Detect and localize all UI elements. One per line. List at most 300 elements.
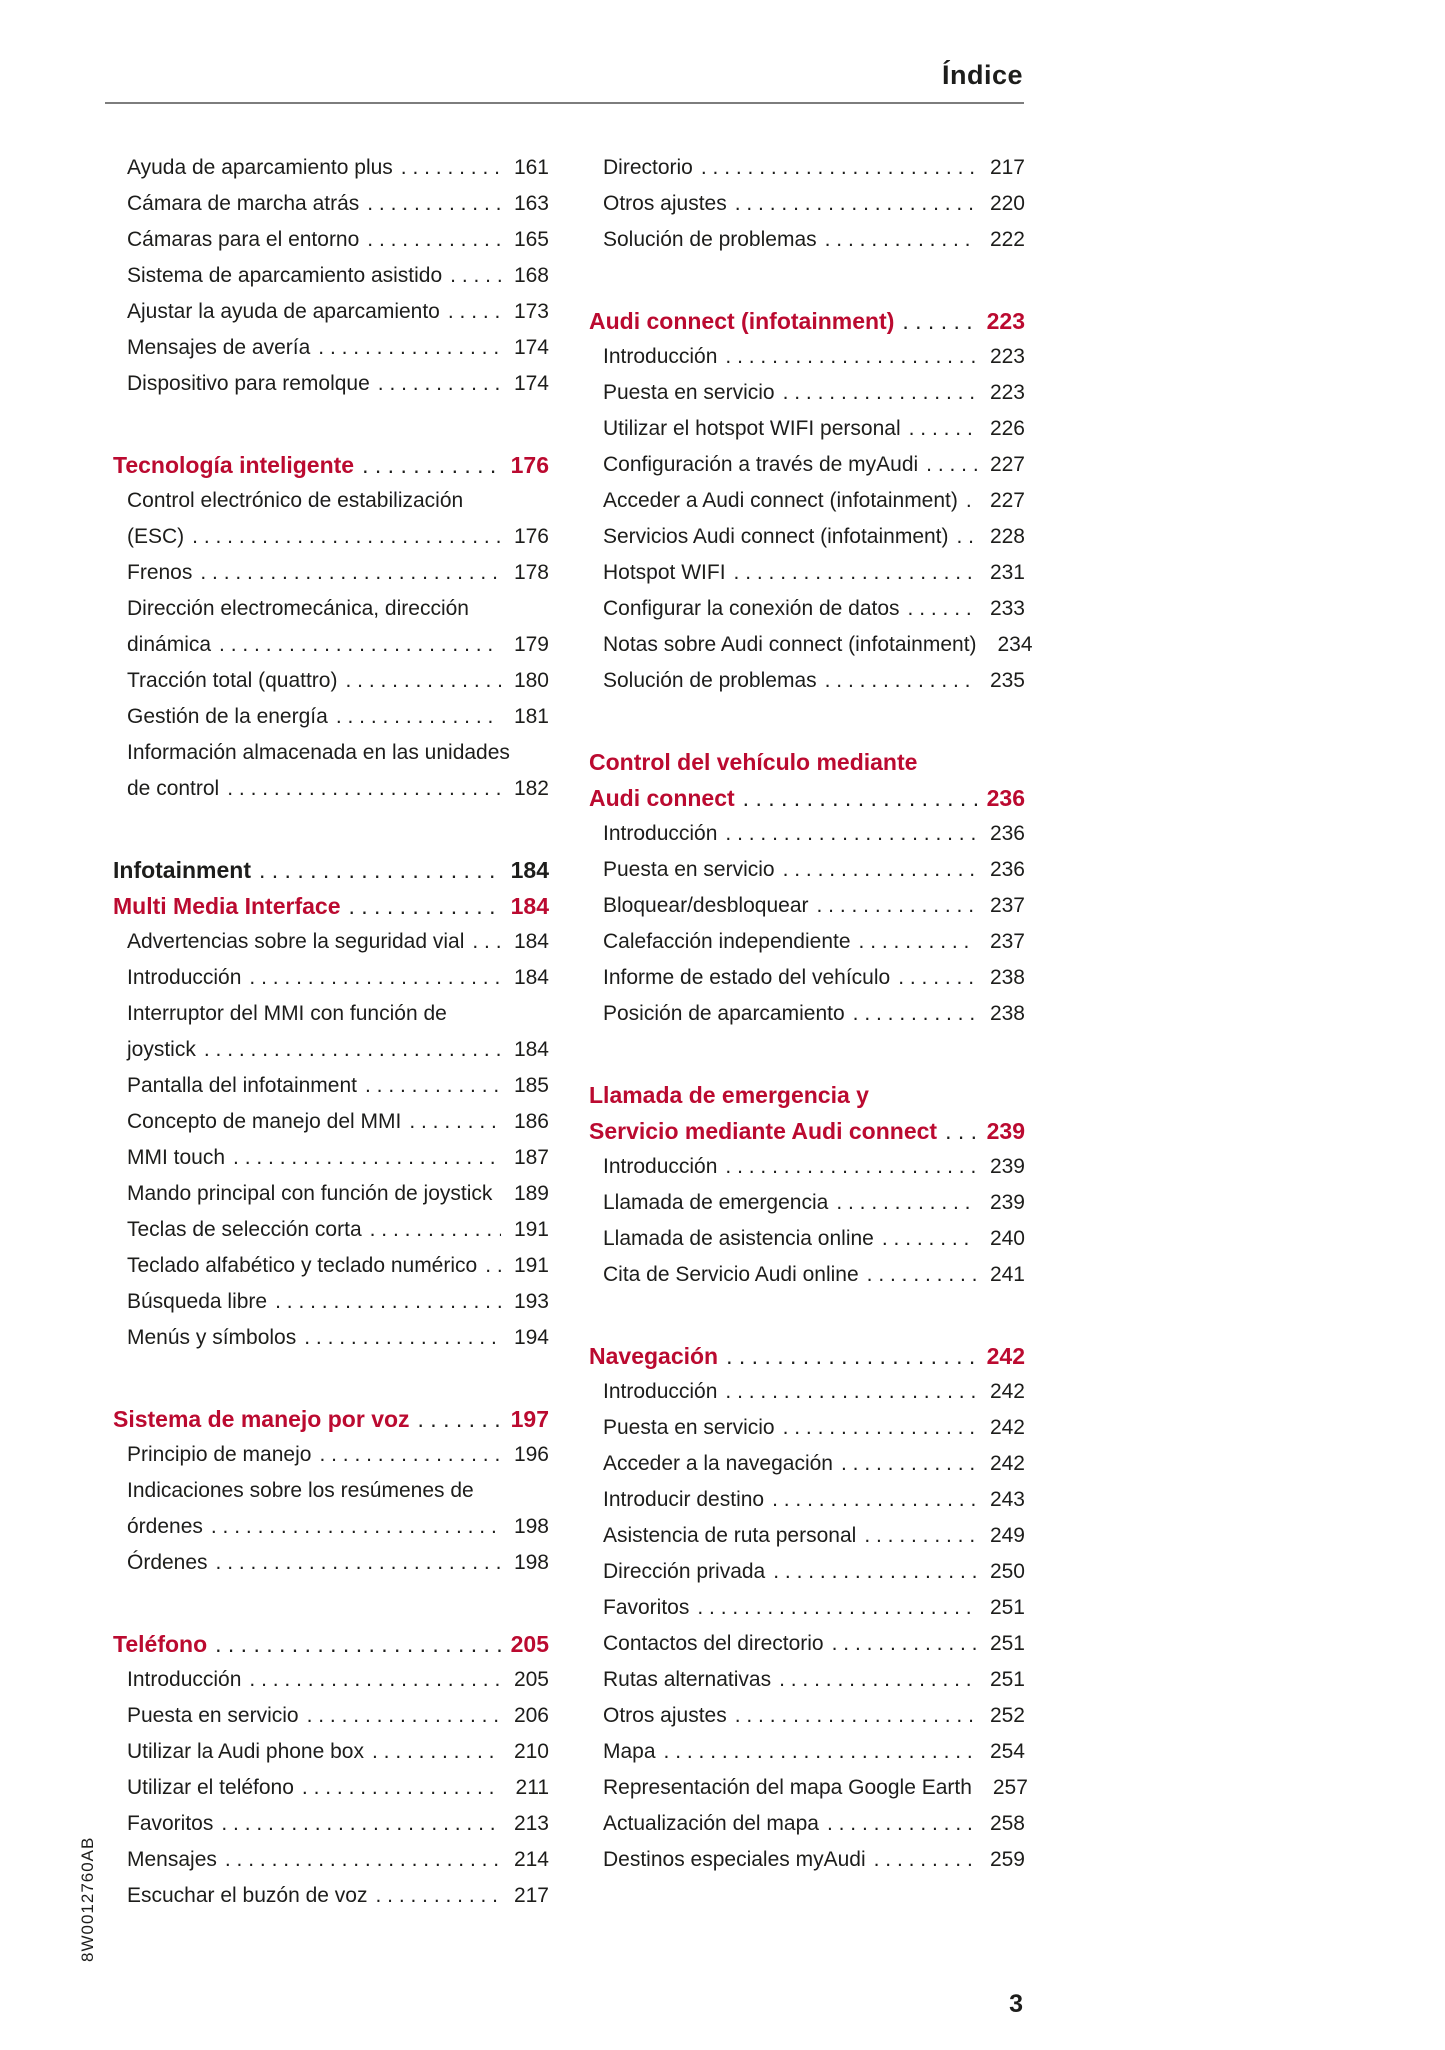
dot-leader [225,1842,501,1878]
toc-section [113,447,549,807]
dot-leader [898,960,977,996]
toc-entry-row [589,1446,1025,1482]
toc-entry-row [589,150,1025,186]
entry-text: Menús y símbolos [127,1326,297,1349]
dot-leader [275,1284,501,1320]
dot-leader [318,330,501,366]
toc-section [113,150,549,402]
toc-section [113,1401,549,1581]
dot-leader [864,1518,977,1554]
dot-leader [370,1212,501,1248]
toc-heading-wrap-line [589,1077,1025,1113]
toc-entry-wrap-line [113,591,549,627]
dot-leader [783,1410,977,1446]
entry-text: Introducción [603,1155,718,1178]
toc-entry-row [589,186,1025,222]
page-ref: 193 [513,1290,549,1313]
dot-leader [836,1185,977,1221]
entry-text: Interruptor del MMI con función de [127,1002,447,1025]
toc-section [589,744,1025,1032]
document-code: 8W0012760AB [78,1836,97,1962]
dot-leader [227,771,501,807]
page-ref: 241 [989,1263,1025,1286]
toc-entry-row [113,1248,549,1284]
toc-entry-row [589,1554,1025,1590]
toc-entry-row [113,330,549,366]
toc-entry-row [113,1842,549,1878]
dot-leader [735,1698,977,1734]
toc-entry-row [113,1509,549,1545]
page-ref: 178 [513,561,549,584]
entry-text: MMI touch [127,1146,226,1169]
toc-column-right [589,150,1033,1878]
entry-text: Introducción [603,822,718,845]
dot-leader [259,852,501,888]
entry-text: Solución de problemas [603,669,817,692]
toc-section [589,1338,1028,1878]
toc-entry-row [589,960,1025,996]
page-ref: 182 [513,777,549,800]
toc-entry-row [589,663,1025,699]
toc-entry-row [113,960,549,996]
dot-leader [726,1338,977,1374]
dot-leader [779,1662,977,1698]
entry-text: Utilizar el hotspot WIFI personal [603,417,901,440]
dot-leader [485,1248,501,1284]
dot-leader [336,699,501,735]
dot-leader [372,1734,501,1770]
toc-entry-row [589,1149,1025,1185]
toc-entry-row [113,258,549,294]
page-ref: 223 [989,381,1025,404]
toc-entry-row [113,1176,549,1212]
entry-text: Utilizar el teléfono [127,1776,294,1799]
dot-leader [783,375,977,411]
toc-entry-row [113,1437,549,1473]
page-ref: 235 [989,669,1025,692]
toc-entry-row [113,1212,549,1248]
entry-text: Control del vehículo mediante [589,749,918,775]
dot-leader [450,258,501,294]
toc-entry-row [113,1806,549,1842]
entry-text: Sistema de aparcamiento asistido [127,264,443,287]
page-ref: 237 [989,894,1025,917]
entry-text: Favoritos [603,1596,690,1619]
toc-entry-row [113,1104,549,1140]
dot-leader [219,627,501,663]
toc-entry-row [113,1320,549,1356]
page-ref: 237 [989,930,1025,953]
page-ref: 163 [513,192,549,215]
page-ref: 252 [989,1704,1025,1727]
dot-leader [882,1221,977,1257]
toc-entry-row [113,699,549,735]
dot-leader [401,150,501,186]
entry-text: Puesta en servicio [127,1704,299,1727]
toc-entry-row [589,1374,1025,1410]
toc-entry-row [113,1734,549,1770]
toc-entry-row [113,1284,549,1320]
dot-leader [825,663,977,699]
page-ref: 242 [986,1343,1025,1369]
page-ref: 217 [513,1884,549,1907]
entry-text: Calefacción independiente [603,930,851,953]
dot-leader [827,1806,977,1842]
dot-leader [743,780,977,816]
page-ref: 184 [513,930,549,953]
dot-leader [926,447,977,483]
header-rule [105,102,1024,104]
dot-leader [367,186,501,222]
entry-text: Concepto de manejo del MMI [127,1110,402,1133]
toc-entry-wrap-line [113,735,549,771]
page-ref: 176 [513,525,549,548]
toc-entry-row [589,519,1025,555]
page-ref: 238 [989,1002,1025,1025]
entry-text: Mando principal con función de joystick [127,1182,493,1205]
toc-heading-row [589,303,1025,339]
toc-entry-row [589,1842,1025,1878]
toc-entry-row [113,1698,549,1734]
page-ref: 174 [513,336,549,359]
entry-text: Dirección electromecánica, dirección [127,597,469,620]
page-ref: 184 [510,857,549,883]
toc-heading-row [589,1338,1025,1374]
dot-leader [725,339,977,375]
toc-entry-row [113,366,549,402]
page-ref: 238 [989,966,1025,989]
toc-entry-row [113,519,549,555]
entry-text: Cita de Servicio Audi online [603,1263,859,1286]
entry-text: Asistencia de ruta personal [603,1524,857,1547]
page-ref: 258 [989,1812,1025,1835]
toc-heading-row [589,1113,1025,1149]
page-ref: 191 [513,1254,549,1277]
entry-text: Mensajes [127,1848,217,1871]
entry-text: Mapa [603,1740,656,1763]
entry-text: Acceder a la navegación [603,1452,833,1475]
entry-text: Ayuda de aparcamiento plus [127,156,393,179]
toc-entry-row [589,924,1025,960]
toc-entry-row [589,555,1025,591]
page-ref: 184 [513,966,549,989]
toc-entry-row [113,1068,549,1104]
dot-leader [832,1626,977,1662]
toc-section [589,1077,1025,1293]
toc-entry-row [589,1590,1025,1626]
toc-entry-row [113,627,549,663]
toc-entry-row [589,816,1025,852]
dot-leader [211,1509,501,1545]
toc-entry-row [113,222,549,258]
dot-leader [375,1878,501,1914]
entry-text: Teléfono [113,1631,208,1657]
entry-text: (ESC) [127,525,185,548]
entry-text: joystick [127,1038,196,1061]
dot-leader [773,1554,977,1590]
entry-text: Sistema de manejo por voz [113,1406,410,1432]
page-ref: 191 [513,1218,549,1241]
toc-entry-row [589,1662,1025,1698]
entry-text: Teclado alfabético y teclado numérico [127,1254,478,1277]
dot-leader [304,1320,501,1356]
entry-text: Solución de problemas [603,228,817,251]
dot-leader [825,222,977,258]
toc-entry-row [589,1518,1025,1554]
page-ref: 181 [513,705,549,728]
toc-entry-row [589,591,1025,627]
toc-heading-row [113,852,549,888]
page-title: Índice [941,60,1023,90]
entry-text: Órdenes [127,1551,208,1574]
toc-entry-row [113,1140,549,1176]
dot-leader [319,1437,501,1473]
dot-leader [216,1545,501,1581]
page-ref: 234 [997,633,1033,656]
dot-leader [204,1032,501,1068]
entry-text: Puesta en servicio [603,381,775,404]
dot-leader [249,1662,501,1698]
toc-entry-row [113,294,549,330]
entry-text: Configuración a través de myAudi [603,453,919,476]
entry-text: Ajustar la ayuda de aparcamiento [127,300,440,323]
entry-text: Teclas de selección corta [127,1218,362,1241]
dot-leader [409,1104,501,1140]
page-ref: 214 [513,1848,549,1871]
entry-text: Dirección privada [603,1560,766,1583]
dot-leader [701,150,977,186]
entry-text: Principio de manejo [127,1443,312,1466]
entry-text: Introducción [127,1668,242,1691]
toc-entry-row [589,1626,1025,1662]
toc-entry-row [589,222,1025,258]
page-ref: 239 [989,1155,1025,1178]
dot-leader [249,960,501,996]
page-ref: 165 [513,228,549,251]
entry-text: Control electrónico de estabilización [127,489,464,512]
page-ref: 239 [989,1191,1025,1214]
entry-text: Actualización del mapa [603,1812,819,1835]
entry-text: Multi Media Interface [113,893,341,919]
dot-leader [233,1140,501,1176]
toc-entry-row [589,375,1025,411]
toc-entry-row [589,1770,1028,1806]
toc-entry-row [589,627,1033,663]
toc-section [113,852,549,1356]
page-ref: 205 [513,1668,549,1691]
toc-heading-row [589,780,1025,816]
entry-text: Puesta en servicio [603,1416,775,1439]
entry-text: Posición de aparcamiento [603,1002,845,1025]
dot-leader [367,222,501,258]
dot-leader [909,411,977,447]
entry-text: Llamada de emergencia [603,1191,829,1214]
toc-heading-row [113,1401,549,1437]
entry-text: Pantalla del infotainment [127,1074,357,1097]
dot-leader [841,1446,977,1482]
toc-entry-row [589,339,1025,375]
entry-text: Favoritos [127,1812,214,1835]
toc-entry-row [113,1545,549,1581]
page-ref: 184 [513,1038,549,1061]
dot-leader [664,1734,977,1770]
page-ref: 242 [989,1452,1025,1475]
page-ref: 227 [989,489,1025,512]
dot-leader [725,1149,977,1185]
entry-text: Tracción total (quattro) [127,669,338,692]
dot-leader [908,591,977,627]
dot-leader [853,996,977,1032]
page-ref: 176 [510,452,549,478]
page-ref: 231 [989,561,1025,584]
page-ref: 194 [513,1326,549,1349]
entry-text: Indicaciones sobre los resúmenes de [127,1479,474,1502]
toc-heading-row [113,447,549,483]
entry-text: Tecnología inteligente [113,452,355,478]
toc-entry-row [589,888,1025,924]
page-ref: 174 [513,372,549,395]
dot-leader [221,1806,501,1842]
page-ref: 251 [989,1632,1025,1655]
entry-text: Otros ajustes [603,1704,727,1727]
entry-text: Mensajes de avería [127,336,311,359]
dot-leader [817,888,978,924]
dot-leader [966,483,977,519]
page-ref: 236 [989,858,1025,881]
entry-text: Audi connect (infotainment) [589,308,895,334]
entry-text: Servicios Audi connect (infotainment) [603,525,949,548]
entry-text: Acceder a Audi connect (infotainment) [603,489,958,512]
toc-entry-wrap-line [113,996,549,1032]
page-ref: 206 [513,1704,549,1727]
dot-leader [362,447,501,483]
page-ref: 236 [989,822,1025,845]
entry-text: Otros ajustes [603,192,727,215]
dot-leader [725,816,977,852]
page-ref: 186 [513,1110,549,1133]
entry-text: Servicio mediante Audi connect [589,1118,938,1144]
page-ref: 217 [989,156,1025,179]
page-ref: 233 [989,597,1025,620]
entry-text: Informe de estado del vehículo [603,966,891,989]
toc-entry-row [113,186,549,222]
entry-text: Destinos especiales myAudi [603,1848,866,1871]
dot-leader [307,1698,501,1734]
dot-leader [215,1626,501,1662]
toc-entry-row [589,996,1025,1032]
page-ref: 254 [989,1740,1025,1763]
page-ref: 189 [513,1182,549,1205]
entry-text: órdenes [127,1515,203,1538]
entry-text: Notas sobre Audi connect (infotainment) [603,633,977,656]
page-ref: 228 [989,525,1025,548]
entry-text: dinámica [127,633,212,656]
entry-text: Audi connect [589,785,735,811]
dot-leader [472,924,501,960]
entry-text: Introducción [603,345,718,368]
toc-heading-row [113,1626,549,1662]
page-ref: 251 [989,1668,1025,1691]
dot-leader [348,888,501,924]
entry-text: Cámaras para el entorno [127,228,360,251]
entry-text: Llamada de emergencia y [589,1082,869,1108]
entry-text: Configurar la conexión de datos [603,597,900,620]
dot-leader [772,1482,977,1518]
entry-text: Representación del mapa Google Earth [603,1776,972,1799]
toc-entry-row [589,1221,1025,1257]
dot-leader [735,186,977,222]
toc-entry-row [589,1698,1025,1734]
page-ref: 220 [989,192,1025,215]
dot-leader [725,1374,977,1410]
toc-section [589,150,1025,258]
toc-entry-row [589,1410,1025,1446]
page-ref: 185 [513,1074,549,1097]
entry-text: de control [127,777,220,800]
toc-section [589,303,1033,699]
toc-entry-row [113,771,549,807]
page-ref: 210 [513,1740,549,1763]
dot-leader [345,663,501,699]
dot-leader [902,303,977,339]
dot-leader [697,1590,977,1626]
page-ref: 251 [989,1596,1025,1619]
dot-leader [378,366,501,402]
dot-leader [734,555,977,591]
page-ref: 257 [992,1776,1028,1799]
page-ref: 173 [513,300,549,323]
entry-text: Información almacenada en las unidades [127,741,510,764]
entry-text: Dispositivo para remolque [127,372,370,395]
entry-text: Cámara de marcha atrás [127,192,360,215]
entry-text: Contactos del directorio [603,1632,824,1655]
dot-leader [867,1257,977,1293]
entry-text: Puesta en servicio [603,858,775,881]
dot-leader [783,852,977,888]
page-ref: 198 [513,1551,549,1574]
page-ref: 239 [986,1118,1025,1144]
entry-text: Llamada de asistencia online [603,1227,874,1250]
entry-text: Gestión de la energía [127,705,328,728]
page-ref: 223 [989,345,1025,368]
page-ref: 198 [513,1515,549,1538]
entry-text: Bloquear/desbloquear [603,894,809,917]
page-ref: 242 [989,1416,1025,1439]
toc-entry-wrap-line [113,1473,549,1509]
page-ref: 222 [989,228,1025,251]
entry-text: Rutas alternativas [603,1668,772,1691]
dot-leader [200,555,501,591]
page-ref: 227 [989,453,1025,476]
toc-entry-row [113,150,549,186]
dot-leader [957,519,977,555]
toc-entry-row [589,1806,1025,1842]
page-ref: 226 [989,417,1025,440]
dot-leader [448,294,501,330]
page-number: 3 [1009,1990,1023,2018]
toc-entry-row [113,555,549,591]
entry-text: Frenos [127,561,193,584]
entry-text: Navegación [589,1343,719,1369]
entry-text: Infotainment [113,857,251,883]
toc-entry-row [113,1032,549,1068]
page-ref: 249 [989,1524,1025,1547]
toc-entry-row [589,1185,1025,1221]
page-ref: 250 [989,1560,1025,1583]
page-ref: 196 [513,1443,549,1466]
toc-entry-row [113,663,549,699]
toc-column-left [113,150,549,1914]
